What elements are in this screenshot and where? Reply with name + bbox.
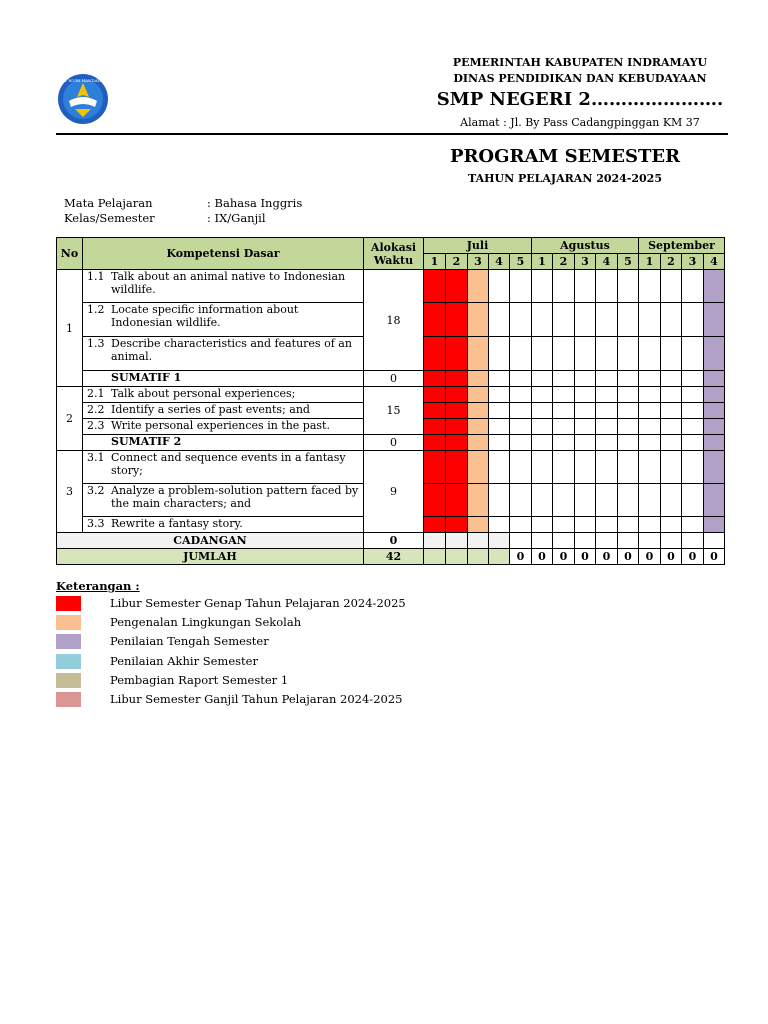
jumlah-week: 0: [510, 549, 532, 565]
week-header: 1: [639, 254, 661, 270]
cadangan-value: 0: [364, 533, 424, 549]
kd-item: 3.1 Connect and sequence events in a fantasy story;: [83, 451, 364, 484]
legend-swatch: [56, 615, 81, 630]
header-month-agustus: Agustus: [532, 238, 639, 254]
cadangan-row: [57, 533, 725, 549]
jumlah-week: 0: [661, 549, 682, 565]
subject-label: Mata Pelajaran: [64, 196, 153, 210]
legend-label: Libur Semester Ganjil Tahun Pelajaran 2024-2025: [110, 692, 403, 706]
alokasi-value: 18: [364, 270, 424, 371]
sumatif-label: SUMATIF 2: [83, 435, 364, 451]
alokasi-value: 9: [364, 451, 424, 533]
legend-label: Libur Semester Genap Tahun Pelajaran 2024-2025: [110, 596, 406, 610]
jumlah-week: 0: [596, 549, 618, 565]
legend-title: Keterangan :: [56, 579, 140, 593]
legend-label: Penilaian Akhir Semester: [110, 654, 258, 668]
group-number: 1: [57, 270, 83, 387]
table-row: [57, 371, 725, 387]
jumlah-value: 42: [364, 549, 424, 565]
kd-item: 1.2 Locate specific information about Indonesian wildlife.: [83, 303, 364, 337]
page-subtitle: TAHUN PELAJARAN 2024-2025: [467, 172, 662, 185]
alokasi-value: 15: [364, 387, 424, 435]
jumlah-week: 0: [704, 549, 725, 565]
group-number: 3: [57, 451, 83, 533]
sumatif-alokasi: 0: [364, 371, 424, 387]
kd-item: 2.2 Identify a series of past events; and: [83, 403, 364, 419]
kd-item: 1.1 Talk about an animal native to Indonesian wildlife.: [83, 270, 364, 303]
header-kompetensi-dasar: Kompetensi Dasar: [83, 238, 364, 270]
page-title: PROGRAM SEMESTER: [449, 146, 681, 167]
week-header: 4: [489, 254, 510, 270]
kd-item: 1.3 Describe characteristics and features of an animal.: [83, 337, 364, 371]
jumlah-label: JUMLAH: [57, 549, 364, 565]
table-row: [57, 387, 725, 403]
kd-item: 2.3 Write personal experiences in the past.: [83, 419, 364, 435]
subject-row: [64, 196, 302, 210]
header-month-juli: Juli: [424, 238, 532, 254]
cadangan-label: CADANGAN: [57, 533, 364, 549]
jumlah-row: [57, 549, 725, 565]
kd-item: 3.2 Analyze a problem-solution pattern faced by the main characters; and: [83, 484, 364, 517]
department-name: DINAS PENDIDIKAN DAN KEBUDAYAAN: [453, 72, 707, 85]
header-no: No: [57, 238, 83, 270]
week-header: 1: [424, 254, 446, 270]
legend-swatch: [56, 634, 81, 649]
week-header: 3: [468, 254, 489, 270]
table-row: [57, 451, 725, 484]
school-address: Alamat : Jl. By Pass Cadangpinggan KM 37: [460, 116, 700, 129]
subject-value: : Bahasa Inggris: [207, 196, 303, 210]
legend-swatch: [56, 692, 81, 707]
school-name: SMP NEGERI 2………………….: [436, 89, 724, 110]
class-row: [64, 211, 266, 225]
table-row: [57, 435, 725, 451]
government-name: PEMERINTAH KABUPATEN INDRAMAYU: [452, 56, 708, 69]
legend-swatch: [56, 673, 81, 688]
week-header: 4: [596, 254, 618, 270]
week-header: 4: [704, 254, 725, 270]
class-value: : IX/Ganjil: [207, 211, 266, 225]
sumatif-alokasi: 0: [364, 435, 424, 451]
jumlah-week: 0: [639, 549, 661, 565]
header-month-september: September: [639, 238, 725, 254]
week-header: 5: [510, 254, 532, 270]
class-label: Kelas/Semester: [64, 211, 155, 225]
group-number: 2: [57, 387, 83, 451]
kd-item: 3.3 Rewrite a fantasy story.: [83, 517, 364, 533]
jumlah-week: 0: [553, 549, 575, 565]
legend-label: Pembagian Raport Semester 1: [110, 673, 289, 687]
legend-swatch: [56, 654, 81, 669]
legend-label: Penilaian Tengah Semester: [110, 634, 269, 648]
jumlah-week: 0: [575, 549, 596, 565]
week-header: 5: [618, 254, 639, 270]
table-row: [57, 270, 725, 303]
week-header: 2: [661, 254, 682, 270]
week-header: 1: [532, 254, 553, 270]
legend-label: Pengenalan Lingkungan Sekolah: [110, 615, 302, 629]
week-header: 3: [682, 254, 704, 270]
tut-wuri-handayani-logo: [57, 73, 109, 125]
logo-text: TUT WURI HANDAYANI: [58, 78, 108, 83]
header-alokasi-waktu: Alokasi Waktu: [364, 238, 424, 270]
jumlah-week: 0: [618, 549, 639, 565]
legend-swatch: [56, 596, 81, 611]
week-header: 3: [575, 254, 596, 270]
semester-program-table: [56, 237, 725, 565]
header-divider: [56, 133, 728, 135]
week-header: 2: [446, 254, 468, 270]
sumatif-label: SUMATIF 1: [83, 371, 364, 387]
week-header: 2: [553, 254, 575, 270]
jumlah-week: 0: [532, 549, 553, 565]
jumlah-week: 0: [682, 549, 704, 565]
kd-item: 2.1 Talk about personal experiences;: [83, 387, 364, 403]
